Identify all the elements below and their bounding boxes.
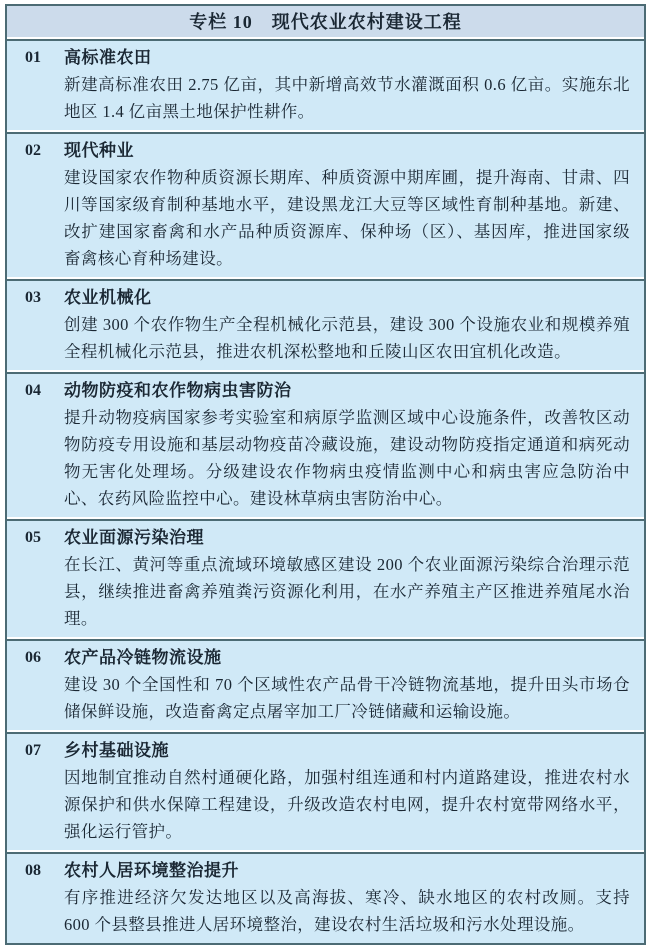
section-title: 高标准农田 (64, 48, 152, 67)
section-number: 02 (25, 142, 41, 159)
section-number: 01 (25, 49, 41, 66)
section-body: 有序推进经济欠发达地区以及高海拔、寒冷、缺水地区的农村改厕。支持 600 个县整县推进人居环境整治，建设农村生活垃圾和污水处理设施。 (64, 888, 630, 934)
section-agricultural-mechanization (7, 279, 644, 370)
section-title: 农业面源污染治理 (64, 528, 204, 547)
section-title: 农业机械化 (64, 288, 152, 307)
section-content (61, 524, 630, 632)
section-body: 建设 30 个全国性和 70 个区域性农产品骨干冷链物流基地，提升田头市场仓储保鲜设施，改造畜禽定点屠宰加工厂冷链储藏和运输设施。 (64, 675, 630, 721)
section-body: 因地制宜推动自然村通硬化路，加强村组连通和村内道路建设，推进农村水源保护和供水保障工程建设，升级改造农村电网，提升农村宽带网络水平，强化运行管护。 (64, 768, 630, 841)
section-content (61, 284, 630, 365)
section-number: 03 (25, 289, 41, 306)
feature-box-panel (5, 4, 646, 945)
section-body: 在长江、黄河等重点流域环境敏感区建设 200 个农业面源污染综合治理示范县，继续推进畜禽养殖粪污资源化利用，在水产养殖主产区推进养殖尾水治理。 (64, 555, 630, 628)
section-title: 动物防疫和农作物病虫害防治 (64, 381, 292, 400)
section-modern-seed-industry (7, 132, 644, 277)
section-content (61, 857, 630, 938)
section-content (61, 377, 630, 512)
section-body: 提升动物疫病国家参考实验室和病原学监测区域中心设施条件，改善牧区动物防疫专用设施和基层动物疫苗冷藏设施，建设动物防疫指定通道和病死动物无害化处理场。分级建设农作物病虫疫情监测中心和病虫害应急防治中心、农药风险监控中心。建设林草病虫害防治中心。 (64, 408, 630, 508)
section-body: 新建高标准农田 2.75 亿亩，其中新增高效节水灌溉面积 0.6 亿亩。实施东北地区 1.4 亿亩黑土地保护性耕作。 (64, 75, 630, 121)
section-animal-disease-pest-control (7, 372, 644, 517)
section-cold-chain-logistics (7, 639, 644, 730)
section-title: 农产品冷链物流设施 (64, 648, 222, 667)
section-body: 建设国家农作物种质资源长期库、种质资源中期库圃，提升海南、甘肃、四川等国家级育制种基地水平，建设黑龙江大豆等区域性育制种基地。新建、改扩建国家畜禽和水产品种质资源库、保种场（区）、基因库，推进国家级畜禽核心育种场建设。 (64, 168, 630, 268)
section-rural-living-environment (7, 852, 644, 943)
section-high-standard-farmland (7, 39, 644, 130)
section-number: 05 (25, 529, 41, 546)
section-rural-infrastructure (7, 732, 644, 850)
section-title: 农村人居环境整治提升 (64, 861, 239, 880)
section-number: 08 (25, 862, 41, 879)
section-content (61, 137, 630, 272)
section-pollution-control (7, 519, 644, 637)
section-number: 07 (25, 742, 41, 759)
section-content (61, 44, 630, 125)
section-number: 06 (25, 649, 41, 666)
section-number: 04 (25, 382, 41, 399)
section-content (61, 737, 630, 845)
section-content (61, 644, 630, 725)
section-title: 现代种业 (64, 141, 134, 160)
section-body: 创建 300 个农作物生产全程机械化示范县，建设 300 个设施农业和规模养殖全程机械化示范县，推进农机深松整地和丘陵山区农田宜机化改造。 (64, 315, 630, 361)
panel-title: 专栏 10 现代农业农村建设工程 (7, 6, 644, 37)
section-title: 乡村基础设施 (64, 741, 169, 760)
